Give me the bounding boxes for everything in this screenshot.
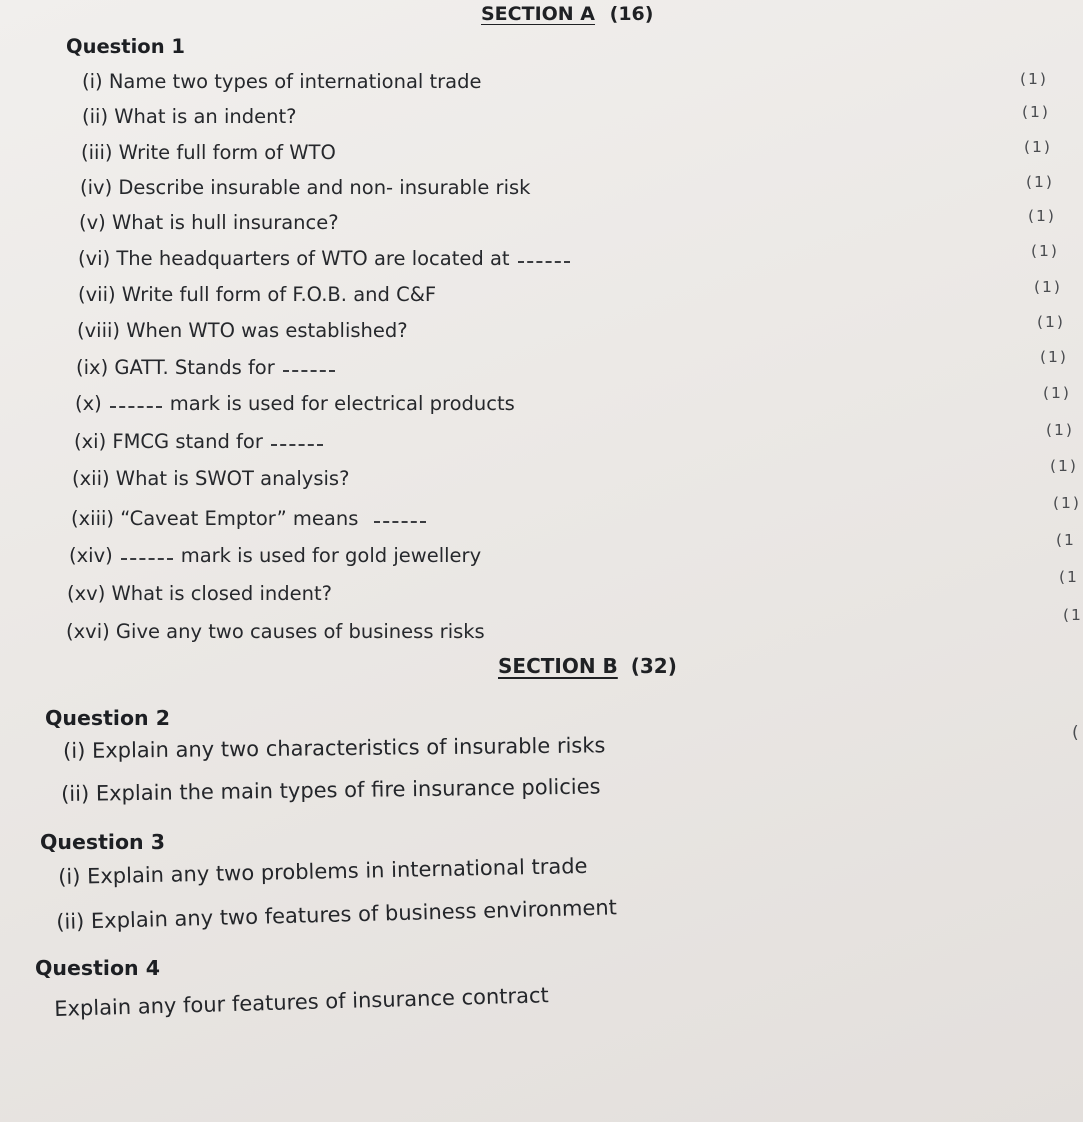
question-3-heading: Question 3	[40, 830, 166, 854]
q1-item-v: (v) What is hull insurance?	[79, 211, 339, 234]
q1-item-vi	[78, 249, 578, 269]
q1-mark-xv: (1	[1059, 568, 1079, 586]
question-2-heading: Question 2	[45, 706, 171, 730]
q1-mark-xiii: (1)	[1053, 494, 1081, 512]
q1-item-ix	[76, 358, 343, 378]
section-b-edge-mark: (	[1072, 723, 1081, 743]
answer-blank	[110, 406, 162, 408]
q3-item-i: (i) Explain any two problems in international trade	[57, 853, 588, 889]
q1-item-xiv-number: (xiv)	[69, 544, 113, 567]
q2-item-i: (i) Explain any two characteristics of insurable risks	[62, 733, 606, 763]
q1-item-xi-text: (xi) FMCG stand for	[74, 430, 263, 453]
q1-mark-iii: (1)	[1024, 138, 1052, 156]
q1-mark-xiv: (1	[1056, 531, 1076, 549]
question-1-heading: Question 1	[66, 35, 185, 58]
q1-item-xiv-text: mark is used for gold jewellery	[180, 544, 482, 567]
q3-item-ii: (ii) Explain any two features of business environment	[55, 895, 618, 934]
q1-item-ix-text: (ix) GATT. Stands for	[76, 356, 275, 379]
q1-item-ii: (ii) What is an indent?	[82, 105, 297, 128]
q1-item-xvi: (xvi) Give any two causes of business risks	[66, 620, 485, 643]
section-b-title: SECTION B	[498, 654, 618, 678]
q1-item-xiv	[69, 546, 481, 566]
q1-mark-xvi: (1	[1063, 606, 1083, 624]
answer-blank	[121, 558, 173, 560]
q1-mark-ix: (1)	[1040, 348, 1068, 366]
q1-item-vii: (vii) Write full form of F.O.B. and C&F	[78, 283, 437, 306]
q1-mark-vi: (1)	[1031, 242, 1059, 260]
q1-mark-iv: (1)	[1026, 173, 1054, 191]
answer-blank	[271, 444, 323, 446]
q1-mark-v: (1)	[1028, 207, 1056, 225]
q1-mark-i: (1)	[1020, 70, 1048, 88]
q1-mark-vii: (1)	[1034, 278, 1062, 296]
answer-blank	[518, 261, 570, 263]
q1-mark-viii: (1)	[1037, 313, 1065, 331]
question-4-heading: Question 4	[35, 956, 161, 980]
section-b-marks: (32)	[630, 654, 677, 678]
section-a-marks: (16)	[609, 3, 654, 25]
section-b-heading	[498, 656, 677, 676]
q1-item-iv: (iv) Describe insurable and non- insurable risk	[80, 176, 531, 199]
q4-item: Explain any four features of insurance contract	[53, 983, 550, 1021]
q1-item-xv: (xv) What is closed indent?	[67, 582, 333, 605]
q1-item-x-number: (x)	[75, 392, 102, 415]
q1-item-x	[75, 394, 515, 414]
section-a-heading	[481, 5, 653, 24]
q1-item-xiii-text: (xiii) “Caveat Emptor” means	[71, 507, 359, 530]
answer-blank	[374, 521, 426, 523]
q1-item-i: (i) Name two types of international trade	[82, 70, 482, 93]
q1-item-xi	[74, 432, 331, 452]
q1-mark-xii: (1)	[1050, 457, 1078, 475]
answer-blank	[283, 370, 335, 372]
q2-item-ii: (ii) Explain the main types of fire insurance policies	[60, 774, 601, 806]
q1-mark-xi: (1)	[1046, 421, 1074, 439]
q1-mark-ii: (1)	[1022, 103, 1050, 121]
q1-item-viii: (viii) When WTO was established?	[77, 319, 408, 342]
section-a-title: SECTION A	[481, 3, 596, 25]
q1-item-iii: (iii) Write full form of WTO	[81, 141, 336, 164]
q1-item-vi-text: (vi) The headquarters of WTO are located at	[78, 247, 510, 270]
q1-item-x-text: mark is used for electrical products	[169, 392, 515, 415]
q1-mark-x: (1)	[1043, 384, 1071, 402]
q1-item-xii: (xii) What is SWOT analysis?	[72, 467, 350, 490]
q1-item-xiii	[71, 509, 434, 529]
